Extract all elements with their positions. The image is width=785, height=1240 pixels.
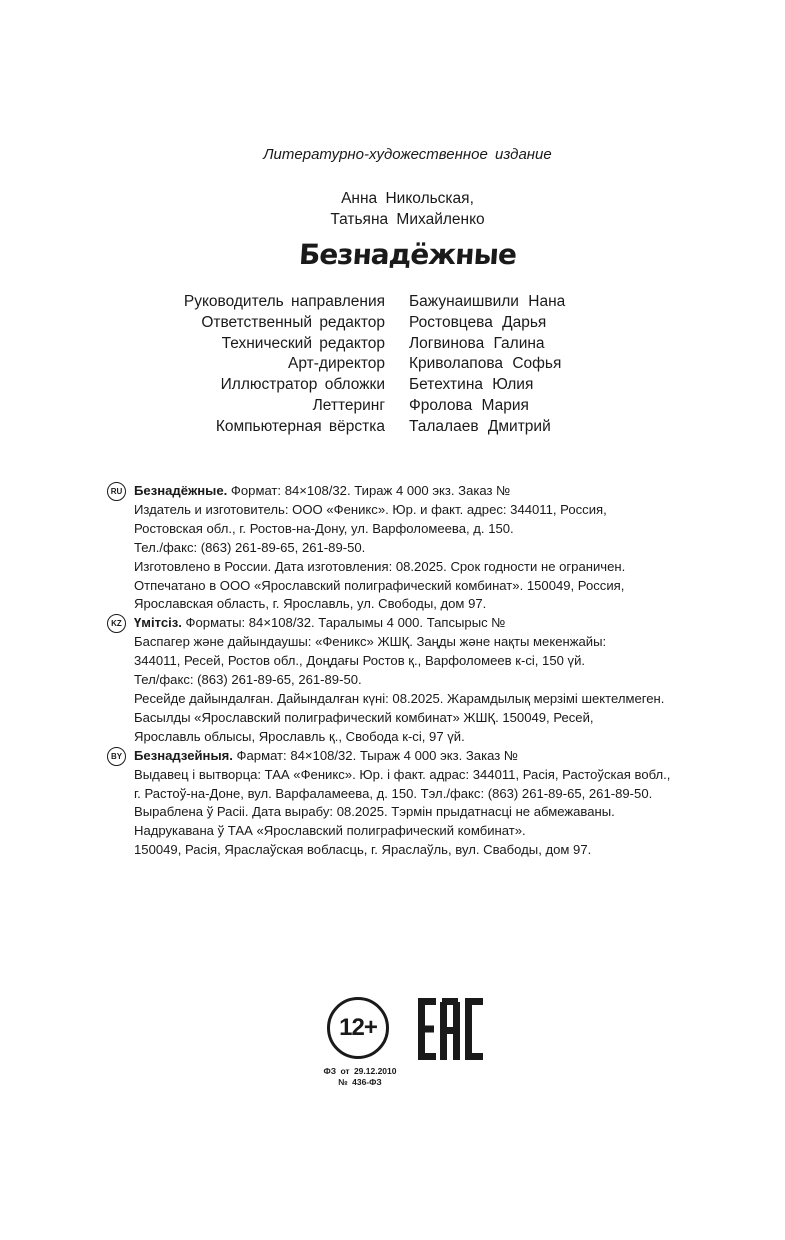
imprint-line: Басылды «Ярославский полиграфический комбинат» ЖШҚ. 150049, Ресей, [134,709,594,725]
by-badge-icon: BY [107,747,126,766]
imprint-line: Тел./факс: (863) 261-89-65, 261-89-50. [134,539,366,555]
imprint-line: 344011, Ресей, Ростов обл., Доңдағы Ростов қ., Варфоломеев к-сі, 150 үй. [134,653,586,669]
imprint-format: Форматы: 84×108/32. Таралымы 4 000. Тапсырыс № [181,615,506,631]
imprint-ru [110,482,774,614]
law-line: ФЗ от 29.12.2010 [323,1066,397,1076]
credit-row [150,354,670,375]
imprint-line: Ярославль облысы, Ярославль қ., Свобода к-сі, 97 үй. [134,728,465,744]
credit-role: Ответственный редактор [201,313,385,331]
credit-role: Руководитель направления [183,293,385,310]
credit-name: Бетехтина Юлия [409,376,534,394]
ru-badge-icon: RU [107,482,126,501]
eac-mark-icon [418,998,484,1060]
imprint-line: Баспагер және дайындаушы: «Феникс» ЖШҚ. Заңды және нақты мекенжайы: [134,634,607,650]
edition-type: Литературно-художественное издание [263,146,552,163]
imprint-line: Ярославская область, г. Ярославль, ул. Свободы, дом 97. [134,596,487,612]
imprint-line: Выраблена ў Расіі. Дата вырабу: 08.2025. Тэрмін прыдатнасці не абмежаваны. [134,804,615,820]
imprint-line: Изготовлено в России. Дата изготовления: 08.2025. Срок годности не ограничен. [134,558,626,574]
imprint-line: 150049, Расія, Яраслаўская вобласць, г. Яраслаўль, вул. Свабоды, дом 97. [134,842,592,858]
credit-name: Ростовцева Дарья [409,313,547,331]
imprint-title: Безнадёжные. [134,483,228,498]
imprint-kz [111,614,774,746]
imprint-line: Тел/факс: (863) 261-89-65, 261-89-50. [134,672,362,688]
credit-name: Криволапова Софья [409,355,562,373]
author-name: Анна Никольская, [341,190,474,207]
law-reference [300,1066,420,1088]
authors [0,188,785,230]
credit-name: Талалаев Дмитрий [409,417,551,435]
imprint-title: Үмітсіз. [134,615,182,631]
credit-row [150,417,670,438]
imprint-line: Ростовская обл., г. Ростов-на-Дону, ул. Варфоломеева, д. 150. [134,520,514,536]
credits-list [150,292,670,438]
imprint [110,482,774,860]
credit-role: Арт-директор [288,355,385,373]
author-name: Татьяна Михайленко [330,211,485,228]
credit-row [150,292,670,313]
credit-row [150,313,670,334]
imprint-line: Выдавец і вытворца: ТАА «Феникс». Юр. і факт. адрас: 344011, Расія, Растоўская вобл., [134,766,671,782]
credit-name: Фролова Мария [409,396,529,414]
imprint-line [134,614,774,633]
imprint-by [110,747,774,860]
credit-row [150,375,670,396]
book-title: Безнадёжные [297,238,518,271]
kz-badge-icon: KZ [107,614,126,633]
imprint-line: Ресейде дайындалған. Дайындалған күні: 08.2025. Жарамдылық мерзімі шектелмеген. [134,690,665,706]
imprint-format: Формат: 84×108/32. Тираж 4 000 экз. Заказ № [227,483,511,498]
credit-row [150,396,670,417]
imprint-line: г. Растоў-на-Доне, вул. Варфаламеева, д. 150. Тэл./факс: (863) 261-89-65, 261-89-50. [134,785,653,801]
imprint-title: Безнадзейныя. [134,747,233,763]
imprint-line: Издатель и изготовитель: ООО «Феникс». Юр. и факт. адрес: 344011, Россия, [134,501,607,517]
credit-name: Логвинова Галина [409,334,545,352]
law-line: № 436-ФЗ [338,1077,382,1087]
credit-role: Компьютерная вёрстка [215,417,385,435]
age-rating-icon: 12+ [327,997,389,1059]
credit-role: Иллюстратор обложки [220,376,385,394]
imprint-line [134,482,774,501]
credit-name: Бажунаишвили Нана [409,293,566,310]
imprint-line: Отпечатано в ООО «Ярославский полиграфический комбинат». 150049, Россия, [134,577,625,593]
credit-row [150,334,670,355]
imprint-line [134,747,774,766]
credit-role: Технический редактор [221,334,385,352]
imprint-line: Надрукавана ў ТАА «Ярославский полиграфический комбинат». [134,823,526,839]
imprint-format: Фармат: 84×108/32. Тыраж 4 000 экз. Заказ № [232,747,518,763]
credit-role: Леттеринг [312,396,385,414]
